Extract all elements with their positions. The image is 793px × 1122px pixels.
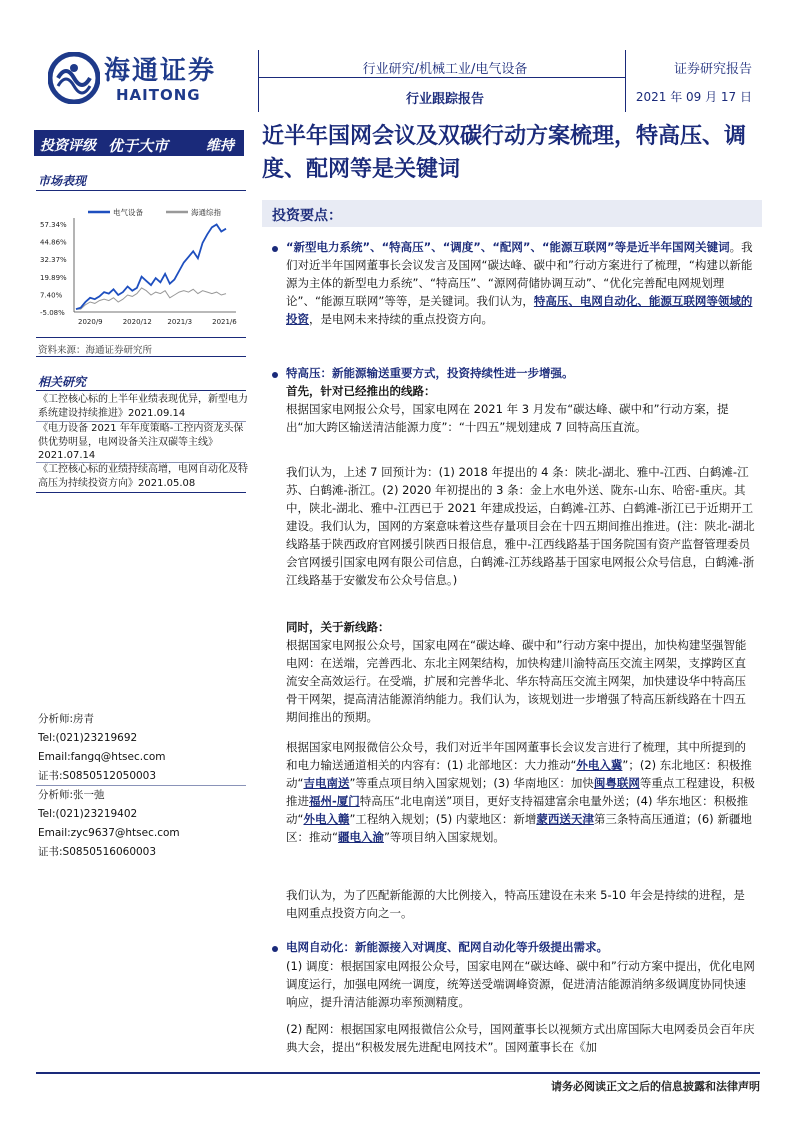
project-highlight: 疆电入渝 [337,830,384,844]
series-line [76,225,226,310]
bullet-2-title: 特高压：新能源输送重要方式，投资持续性进一步增强。 [286,366,574,380]
logo-text-en: HAITONG [116,86,201,104]
para4-text: ”；(2) 东北地区：积极推动“ [286,758,752,790]
bullet-2-para5: 我们认为，为了匹配新能源的大比例接入，特高压建设在未来 5-10 年会是持续的进程，是电网重点投资方向之一。 [286,888,745,920]
report-title: 近半年国网会议及双碳行动方案梳理，特高压、调度、配网等是关键词 [262,123,747,182]
chart-source: 资料来源：海通证券研究所 [38,345,153,356]
header-divider [625,50,626,112]
para4-text: 等重点工程建设，积极推进 [286,776,755,808]
y-tick-label: 7.40% [40,291,63,300]
header-date: 2021 年 09 月 17 日 [635,90,752,104]
bullet-icon [272,946,278,952]
x-tick-label: 2021/3 [167,318,193,326]
rating-value: 优于大市 [108,137,169,155]
key-points-label: 投资要点： [272,208,342,224]
analyst-name: 分析师:房青 [38,713,95,725]
bullet-2-sub1: 首先，针对已经推出的线路： [286,384,436,398]
legend-label: 电气设备 [113,208,143,217]
rating-bar [34,130,244,156]
header-report-type: 行业跟踪报告 [405,92,484,107]
bullet-2-para3: 根据国家电网报公众号，国家电网在“碳达峰、碳中和”行动方案中提出，加快构建坚强智能电网：在送端，完善西北、东北主网架结构，加快构建川渝特高压交流主网架，支撑跨区直流安全高效运行。在受端，扩展和完善华北、华东特高压交流主网架，加快建设华中特高压骨干网架，提高清洁能源消纳能力。我们认为，该规划进一步增强了特高压新线路在十四五期间推出的预期。 [286,638,747,724]
project-highlight: 闽粤联网 [593,776,640,790]
bullet-1 [286,238,756,328]
bullet-icon [272,372,278,378]
bullet-1-text-end: ，是电网未来持续的重点投资方向。 [309,312,493,326]
bullet-2-para2: 我们认为，上述 7 回预计为：(1) 2018 年提出的 4 条：陕北-湖北、雅中-江西、白鹤滩-江苏、白鹤滩-浙江。(2) 2020 年初提出的 3 条：金上水电外送、陇东-山东、哈密-重庆。其中，陕北-湖北、雅中-江西已于 2021 年建成投运，白鹤滩-江苏、白鹤滩-浙江已于近期开工建设。我们认为，国网的方案意味着这些存量项目会在十四五期间推出推进。(注：陕北-湖北线路基于陕西政府官网援引陕西日报信息，雅中-江西线路基于国务院国有资产监督管理委员会官网援引国家电网有限公司信息，白鹤滩-江苏线路基于国家电网报公众号信息，白鹤滩-浙江线路基于安徽发布公众号信息。) [286,465,755,587]
para4-text: ”等项目纳入国家规划。 [383,830,505,844]
bullet-2-para4 [286,738,756,846]
bullet-3-para2: (2) 配网：根据国家电网报微信公众号，国网董事长以视频方式出席国际大电网委员会百年庆典大会，提出“积极发展先进配电网技术”。国网董事长在《加 [286,1022,755,1054]
header-category: 行业研究/机械工业/电气设备 [362,62,528,77]
related-item-date: 2021.09.14 [128,407,186,419]
related-item-date: 2021.05.08 [138,477,196,489]
footer-rule [36,1072,760,1074]
related-item[interactable] [38,463,248,490]
haitong-logo-icon [48,52,100,104]
sidebar-rule [36,492,246,493]
project-highlight: 吉电南送 [303,776,350,790]
bullet-3-title: 电网自动化：新能源接入对调度、配网自动化等升级提出需求。 [286,940,608,954]
para4-intro: 根据国家电网报微信公众号，我们对近半年国网董事长会议发言进行了梳理，其中所提到的和电力输送通道相关的内容有： [286,740,746,772]
bullet-1-title: “新型电力系统”、“特高压”、“调度”、“配网”、“能源互联网”等是近半年国网关键词 [286,240,730,254]
sidebar-rule [36,337,246,338]
related-heading: 相关研究 [38,375,87,389]
y-tick-label: 44.86% [40,238,67,247]
project-highlight: 外电入赣 [303,812,350,826]
related-item-date: 2021.07.14 [38,450,96,461]
analyst-cert: 证书:S0850516060003 [38,846,157,858]
bullet-1-highlight: 特高压、电网自动化、能源互联网等领域的投资 [286,294,753,326]
y-tick-label: 19.89% [40,273,67,282]
sidebar-rule [36,190,246,191]
analyst-name: 分析师:张一弛 [38,789,105,801]
bullet-1-text: 。我们对近半年国网董事长会议发言及国网“碳达峰、碳中和”行动方案进行了梳理，“构建以新能源为主体的新型电力系统”、“特高压”、“源网荷储协调互动”、“优化完善配电网规划理论”、“能源互联网”等等，是关键词。我们认为， [286,240,753,308]
x-tick-label: 2020/12 [122,318,152,326]
project-highlight: 福州-厦门 [309,794,360,808]
y-tick-label: 32.37% [40,256,67,265]
related-item-title: 《工控核心标的业绩持续高增，电网自动化及特高压为持续投资方向》 [38,464,248,489]
sidebar-rule [36,356,246,357]
bullet-icon [272,246,278,252]
market-heading: 市场表现 [38,174,87,188]
legend-label: 海通综指 [191,208,221,217]
analyst-cert: 证书:S0850512050003 [38,770,157,782]
series-line [76,288,226,309]
y-tick-label: 57.34% [40,221,67,229]
para4-text: ”等重点项目纳入国家规划；(3) 华南地区：加快 [349,776,594,790]
bullet-3-para1: (1) 调度：根据国家电网报公众号，国家电网在“碳达峰、碳中和”行动方案中提出，优化电网调度运行，加强电网统一调度，统筹送受端调峰资源，促进清洁能源消纳多级调度协同快速响应，提升清洁能源功率预测精度。 [286,959,755,1009]
project-highlight: 蒙西送天津 [536,812,594,826]
header-report-label: 证券研究报告 [673,62,752,77]
rating-status: 维持 [206,138,234,154]
analyst-tel: Tel:(021)23219692 [38,732,138,744]
para4-text: 特高压“北电南送”项目，更好支持福建富余电量外送；(4) 华东地区：积极推动“ [286,794,749,826]
header-divider [258,50,259,112]
related-item[interactable] [38,422,248,463]
header-rule [259,77,625,78]
analyst-card [38,786,180,862]
para4-text: ”工程纳入规划；(5) 内蒙地区：新增 [349,812,537,826]
analyst-tel: Tel:(021)23219402 [38,808,138,820]
related-item-title: 《工控核心标的上半年业绩表现优异，新型电力系统建设持续推进》 [38,394,248,419]
x-tick-label: 2020/9 [78,318,103,326]
market-chart [36,200,246,330]
related-item-title: 《电力设备 2021 年年度策略-工控内资龙头保供优势明显，电网设备关注双碳等主线》 [38,423,244,448]
bullet-2-para1: 根据国家电网报公众号，国家电网在 2021 年 3 月发布“碳达峰、碳中和”行动方案，提出“加大跨区输送清洁能源力度”：“十四五”规划建成 7 回特高压直流。 [286,402,729,434]
para4-text: (1) 北部地区：大力推动“ [447,758,577,772]
y-tick-label: -5.08% [40,309,65,317]
para4-text: 第三条特高压通道；(6) 新疆地区：推动“ [286,812,752,844]
logo-text-cn: 海通证券 [104,56,217,86]
related-item[interactable] [38,393,248,420]
sidebar-rule [36,390,246,391]
rating-label: 投资评级 [40,138,96,154]
bullet-2-sub2: 同时，关于新线路： [286,620,390,634]
analyst-email[interactable]: Email:fangq@htsec.com [38,751,166,763]
footer-disclaimer: 请务必阅读正文之后的信息披露和法律声明 [551,1080,760,1093]
analyst-email[interactable]: Email:zyc9637@htsec.com [38,827,180,839]
project-highlight: 外电入冀 [576,758,623,772]
analyst-card [38,710,166,786]
x-tick-label: 2021/6 [212,318,237,326]
